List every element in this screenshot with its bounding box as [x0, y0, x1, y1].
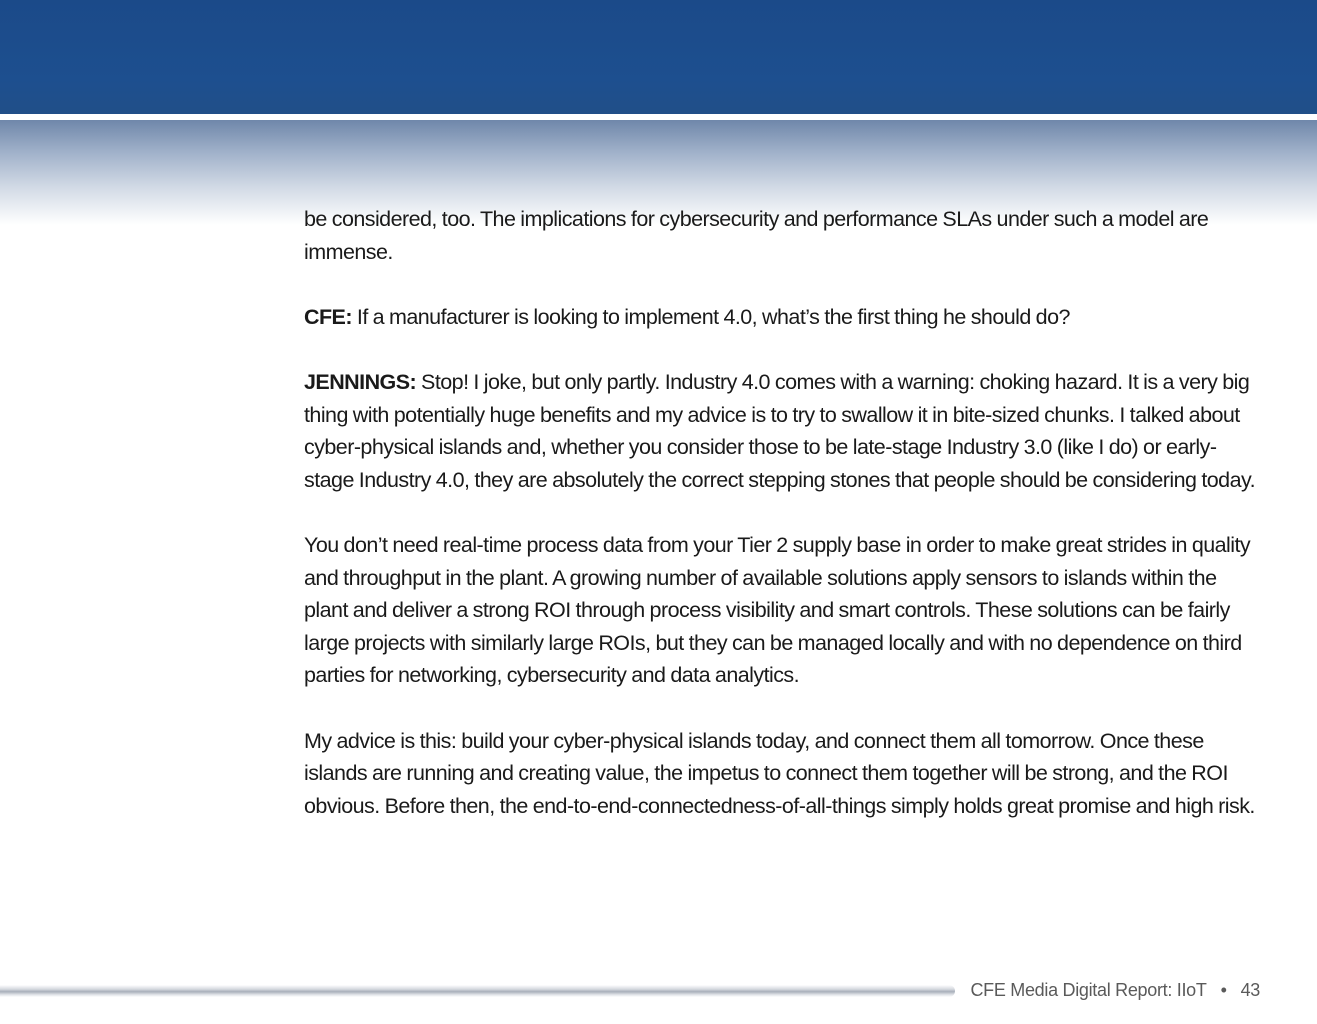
- paragraph-continuation: be considered, too. The implications for cybersecurity and performance SLAs under such a model are immense.: [304, 207, 1209, 264]
- answer-text: Stop! I joke, but only partly. Industry 4.0 comes with a warning: choking hazard. It is a very big thing with potentially huge benefits and my advice is to try to swallow it in bite-sized chunks. I talked about cyber-physical islands and, whether you consider those to be late-stage Industry 3.0 (like I do) or early-stage Industry 4.0, they are absolutely the correct stepping stones that people should be considering today.: [304, 369, 1256, 492]
- page-number: 43: [1240, 980, 1260, 1000]
- speaker-label-jennings: JENNINGS:: [304, 369, 417, 394]
- paragraph-supply-base: You don’t need real-time process data from your Tier 2 supply base in order to make great strides in quality and throughput in the plant. A growing number of available solutions apply sensors to islands within the plant and deliver a strong ROI through process visibility and smart controls. These solutions can be fairly large projects with similarly large ROIs, but they can be managed locally and with no dependence on third parties for networking, cybersecurity and data analytics.: [304, 532, 1251, 688]
- page-footer: [970, 978, 1260, 1002]
- paragraph-question: [304, 301, 1264, 334]
- footer-rule: [0, 985, 955, 997]
- paragraph-answer: [304, 366, 1264, 496]
- speaker-label-cfe: CFE:: [304, 304, 352, 329]
- header-band: [0, 0, 1317, 114]
- question-text: If a manufacturer is looking to implement 4.0, what’s the first thing he should do?: [351, 304, 1070, 329]
- paragraph-advice: My advice is this: build your cyber-physical islands today, and connect them all tomorrow. Once these islands are running and creating value, the impetus to connect them together will be strong, and the ROI obvious. Before then, the end-to-end-connectedness-of-all-things simply holds great promise and high risk.: [304, 728, 1255, 818]
- publication-title: CFE Media Digital Report: IIoT: [970, 980, 1207, 1000]
- article-body: [304, 203, 1264, 855]
- bullet-separator: •: [1220, 980, 1227, 1000]
